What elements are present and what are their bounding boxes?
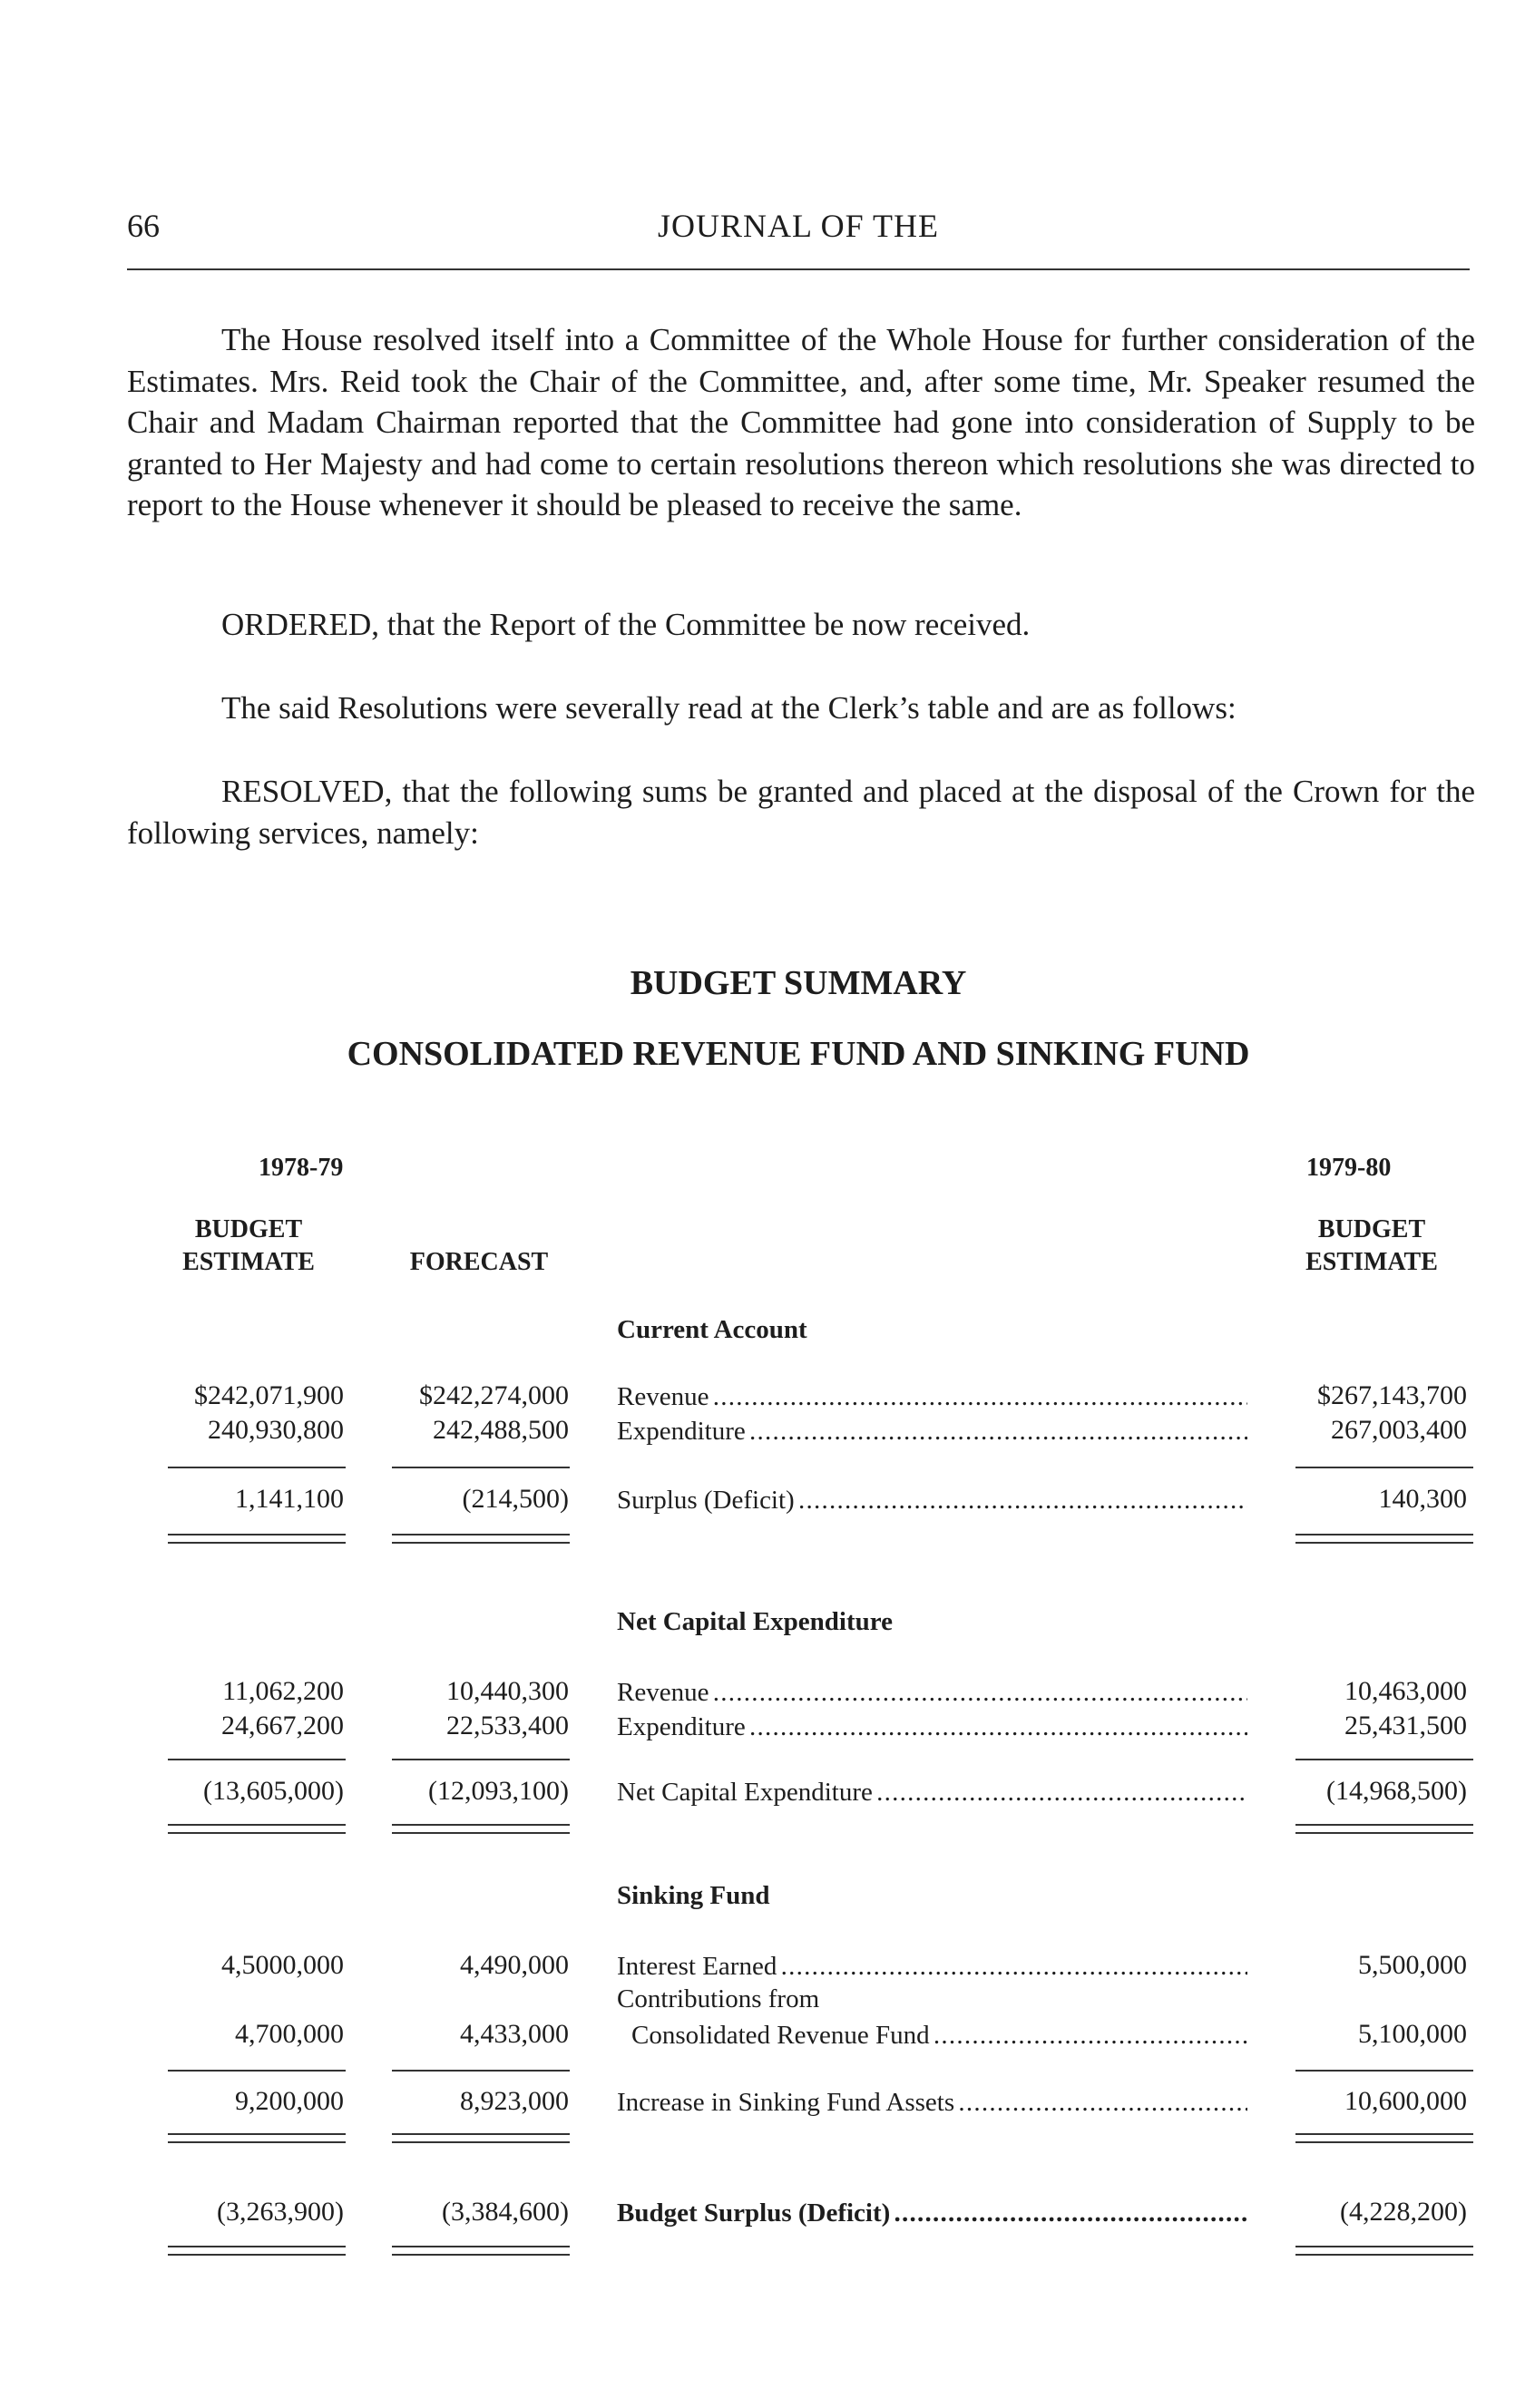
capital-expenditure-be-1979: 25,431,500 [1344,1711,1467,1740]
double-rule [168,1824,346,1834]
current-revenue-fc-1978: $242,274,000 [419,1380,569,1410]
section-net-capital: Net Capital Expenditure [617,1607,893,1636]
sinking-interest-label: Interest Earned . . . [617,1952,1247,1982]
capital-expenditure-label: Expenditure . . . [617,1712,1247,1742]
running-title: JOURNAL OF THE [657,208,939,244]
rule [168,1759,346,1760]
rule [392,2070,570,2072]
sinking-contrib-be-1978: 4,700,000 [235,2019,344,2049]
paragraph-resolved: RESOLVED, that the following sums be granted and placed at the disposal of the Crown for the following services, namely: [127,774,1475,851]
title-consolidated-fund: CONSOLIDATED REVENUE FUND AND SINKING FUND [347,1035,1250,1073]
sinking-interest-be-1978: 4,5000,000 [221,1950,344,1980]
double-rule [1295,1824,1473,1834]
current-surplus-label: Surplus (Deficit) . . . [617,1486,1247,1516]
rule [168,2070,346,2072]
capital-net-label: Net Capital Expenditure . . . [617,1778,1247,1808]
col-header-budget-estimate-1979: BUDGET ESTIMATE [1305,1215,1438,1276]
rule [168,1467,346,1468]
capital-net-be-1978: (13,605,000) [203,1776,344,1806]
paragraph-ordered: ORDERED, that the Report of the Committee be now received. [221,607,1031,642]
title-budget-summary: BUDGET SUMMARY [630,964,967,1002]
double-rule [392,2133,570,2143]
capital-expenditure-be-1978: 24,667,200 [221,1711,344,1740]
paragraph-committee: The House resolved itself into a Committee of the Whole House for further consideration of the Estimates. Mrs. Reid took the Chair of the Committee, and, after some time, Mr. Speaker resumed the Chair and Madam Chairman reported that the Committee had gone into consideration of Supply to be granted to Her Majesty and had come to certain resolutions thereon which resolutions she was directed to report to the House whenever it should be pleased to receive the same. [127,322,1475,522]
current-expenditure-be-1978: 240,930,800 [208,1415,344,1445]
double-rule [392,1824,570,1834]
year-1979-80: 1979-80 [1306,1154,1392,1182]
capital-revenue-label: Revenue . . . [617,1678,1247,1708]
col-header-budget-estimate-1978: BUDGET ESTIMATE [182,1215,315,1276]
sinking-increase-be-1978: 9,200,000 [235,2086,344,2116]
double-rule [392,1534,570,1544]
current-surplus-be-1978: 1,141,100 [235,1484,344,1514]
sinking-increase-be-1979: 10,600,000 [1344,2086,1467,2116]
sinking-contrib-label-line1: Contributions from [617,1984,820,2013]
capital-revenue-be-1978: 11,062,200 [222,1676,344,1706]
rule [392,1467,570,1468]
double-rule [168,1534,346,1544]
double-rule [1295,1534,1473,1544]
capital-net-be-1979: (14,968,500) [1326,1776,1467,1806]
double-rule [1295,2246,1473,2256]
capital-revenue-fc-1978: 10,440,300 [446,1676,569,1706]
sinking-increase-fc-1978: 8,923,000 [460,2086,569,2116]
sinking-contrib-fc-1978: 4,433,000 [460,2019,569,2049]
current-revenue-be-1979: $267,143,700 [1317,1380,1467,1410]
sinking-interest-fc-1978: 4,490,000 [460,1950,569,1980]
current-revenue-be-1978: $242,071,900 [194,1380,344,1410]
capital-revenue-be-1979: 10,463,000 [1344,1676,1467,1706]
budget-surplus-be-1979: (4,228,200) [1340,2197,1467,2227]
capital-net-fc-1978: (12,093,100) [428,1776,569,1806]
current-surplus-be-1979: 140,300 [1378,1484,1467,1514]
section-current-account: Current Account [617,1315,807,1344]
rule [392,1759,570,1760]
capital-expenditure-fc-1978: 22,533,400 [446,1711,569,1740]
current-expenditure-label: Expenditure . . . [617,1417,1247,1447]
double-rule [392,2246,570,2256]
year-1978-79: 1978-79 [259,1154,344,1182]
double-rule [168,2133,346,2143]
rule [1295,1467,1473,1468]
budget-surplus-be-1978: (3,263,900) [217,2197,344,2227]
sinking-contrib-label-line2: Consolidated Revenue Fund . . . [631,2021,1247,2051]
col-header-forecast: FORECAST [409,1248,549,1276]
rule [1295,1759,1473,1760]
sinking-interest-be-1979: 5,500,000 [1358,1950,1467,1980]
page-number: 66 [127,208,160,244]
sinking-contrib-be-1979: 5,100,000 [1358,2019,1467,2049]
current-surplus-fc-1978: (214,500) [462,1484,569,1514]
budget-surplus-fc-1978: (3,384,600) [442,2197,569,2227]
double-rule [1295,2133,1473,2143]
current-expenditure-fc-1978: 242,488,500 [433,1415,569,1445]
section-sinking-fund: Sinking Fund [617,1881,770,1910]
sinking-increase-label: Increase in Sinking Fund Assets . . . [617,2088,1247,2118]
double-rule [168,2246,346,2256]
paragraph-resolutions-read: The said Resolutions were severally read at the Clerk’s table and are as follows: [221,690,1237,726]
current-revenue-label: Revenue . . . [617,1382,1247,1412]
current-expenditure-be-1979: 267,003,400 [1331,1415,1467,1445]
rule [1295,2070,1473,2072]
header-rule [127,268,1470,270]
budget-surplus-label: Budget Surplus (Deficit) . . . [617,2198,1247,2228]
